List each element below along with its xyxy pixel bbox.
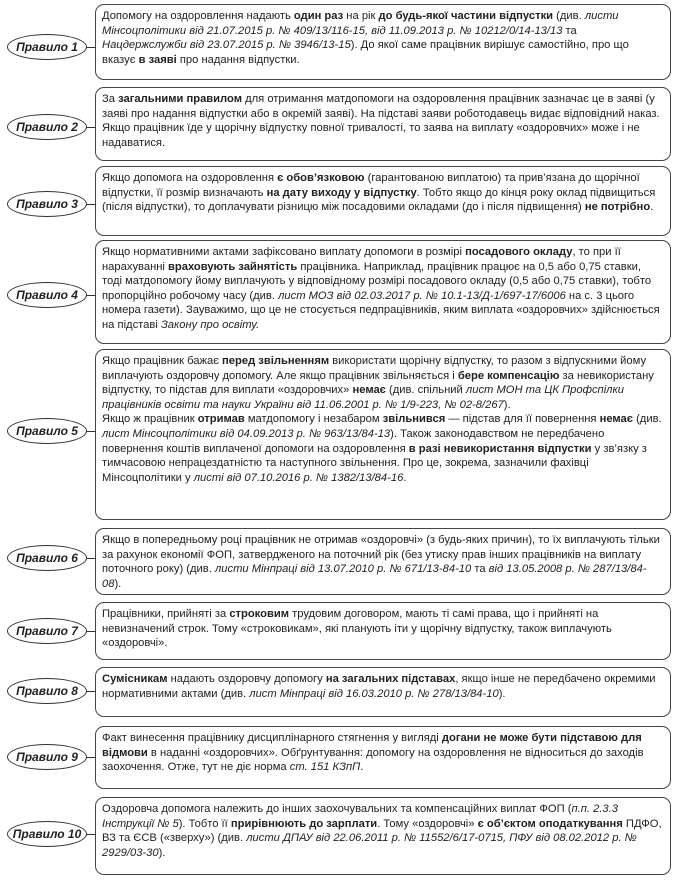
bold-text: є обов’язковою	[277, 172, 365, 184]
body-text: Факт винесення працівнику дисциплінарного стягнення у вигляді	[102, 732, 442, 744]
rule-text-box	[95, 726, 671, 789]
body-text: Якщо нормативними актами зафіксовано виплату допомоги в розмірі	[102, 246, 466, 258]
rule-label: Правило 4	[7, 282, 87, 308]
rule-label: Правило 7	[7, 618, 87, 644]
rule-paragraph	[102, 412, 662, 485]
body-text: (див. спільний	[385, 384, 466, 397]
rule-paragraph	[102, 171, 662, 215]
body-text: (див.	[553, 10, 585, 22]
body-text: .	[360, 761, 364, 774]
rule-paragraph	[102, 92, 662, 150]
connector-line	[86, 757, 96, 758]
bold-text: строковим	[229, 608, 289, 620]
body-text: матдопомогу і незабаром	[244, 413, 383, 426]
body-text: трудовим договором, мають ті самі права, що і прийняті на невизначений строк. Тому «строковикам», які планують іти у щорічну відпустку, також виплачують «оздоровчі».	[102, 608, 612, 650]
reference-text: листи ДПАУ від 22.06.2011 р. № 11552/6/17-0715, ПФУ від 08.02.2012 р. № 2929/03-30	[102, 832, 637, 859]
connector-line	[86, 631, 96, 632]
body-text: ).	[158, 846, 166, 859]
bold-text: немає	[599, 413, 633, 426]
rule-label: Правило 10	[7, 821, 87, 847]
rule-paragraph	[102, 802, 662, 860]
rule-label: Правило 6	[7, 545, 87, 571]
connector-line	[86, 691, 96, 692]
reference-text: листі від 07.10.2016 р. № 1382/13/84-16	[193, 471, 404, 484]
connector-line	[86, 295, 96, 296]
body-text: Оздоровча допомога належить до інших заохочувальних та компенсаційних виплат ФОП (	[102, 803, 572, 815]
body-text: ).	[503, 398, 511, 411]
reference-text: лист Мінпраці від 16.03.2010 р. № 278/13/84-10	[249, 687, 499, 700]
bold-text: є об’єктом оподаткування	[477, 817, 623, 830]
bold-text: отримав	[197, 413, 245, 426]
rule-paragraph	[102, 731, 662, 775]
rule-text-box	[95, 349, 671, 520]
bold-text: прирівнюють до зарплати	[230, 817, 378, 830]
body-text: Якщо працівник бажає	[102, 355, 223, 367]
rule-paragraph	[102, 9, 662, 67]
connector-line	[86, 834, 96, 835]
body-text: надають оздоровчу допомогу	[167, 673, 326, 685]
body-text: Якщо допомога на оздоровлення	[102, 172, 278, 184]
rule-label: Правило 1	[7, 34, 87, 60]
reference-text: ст. 151 КЗпП	[289, 761, 361, 774]
bold-text: догани не може бути підставою для відмови	[102, 732, 642, 759]
rule-label: Правило 2	[7, 114, 87, 140]
connector-line	[86, 431, 96, 432]
body-text: використати щорічну відпустку, то разом з відпускними йому виплачують оздоровчу допомогу. Але якщо працівник звільняється і	[102, 355, 647, 382]
rule-label: Правило 9	[7, 744, 87, 770]
bold-text: на дату виходу у відпустку	[266, 186, 417, 199]
rule-text-box	[95, 528, 671, 595]
rule-label: Правило 3	[7, 191, 87, 217]
body-text: ).	[498, 687, 506, 700]
body-text: За	[102, 93, 119, 105]
rule-text-box	[95, 87, 671, 161]
body-text: ПДФО, ВЗ та ЄСВ («зверху») (див.	[102, 817, 662, 845]
body-text: про надання відпустки.	[176, 53, 300, 66]
bold-text: до будь-якої частини відпустки	[378, 10, 554, 22]
body-text: . Тобто якщо до кінця року оклад підвищиться (після відпустки), то доплачувати різницю між посадовими окладами (до і після підвищення)	[102, 186, 656, 214]
reference-text: від 13.05.2008 р. № 287/13/84-08	[102, 563, 647, 590]
reference-text: лист Мінсоцполітики від 04.09.2013 р. № 963/13/84-13	[102, 427, 391, 440]
rule-text-box	[95, 667, 671, 717]
body-text: . Тому «оздоровчі»	[377, 817, 478, 830]
body-text: Працівники, прийняті за	[102, 608, 230, 620]
reference-text: Закону про освіту.	[160, 318, 260, 331]
connector-line	[86, 204, 96, 205]
reference-text: Нацдержслужби від 23.07.2015 р. № 3946/13-15	[102, 39, 351, 52]
bold-text: перед звільненням	[222, 355, 330, 367]
rule-paragraph	[102, 533, 662, 591]
bold-text: один раз	[293, 10, 344, 22]
body-text: Якщо в попередньому році працівник не отримав «оздоровчі» (з будь-яких причин), то їх виплачують тільки за рахунок економії ФОП, затвердженого на поточний рік (без утиску прав інших працівників на виплату поточного року) (див.	[102, 534, 660, 576]
body-text: ). До якої саме працівник вирішує самостійно, про що вказує	[102, 39, 629, 66]
rule-label: Правило 5	[7, 418, 87, 444]
rule-paragraph	[102, 607, 662, 651]
bold-text: на загальних підставах	[325, 673, 456, 685]
bold-text: Сумісникам	[102, 673, 168, 685]
body-text: — підстав для її повернення	[445, 413, 600, 426]
rule-paragraph	[102, 354, 662, 412]
body-text: та	[471, 563, 489, 576]
reference-text: лист МОН та ЦК Профспілки працівників освіти та науки України від 11.06.2001 р. № 1/9-223, № 02-8/267	[102, 384, 624, 411]
reference-text: листи Мінсоцполітики від 21.07.2015 р. № 409/13/116-15, від 11.09.2013 р. № 10212/0/14-13/13	[102, 10, 619, 37]
bold-text: загальними правилом	[118, 93, 242, 105]
body-text: за невикористану відпустку, то підстав для виплати «оздоровчих»	[102, 369, 654, 397]
body-text: , то при її нарахуванні	[102, 246, 621, 273]
reference-text: п.п. 2.3.3 Інструкції № 5	[102, 803, 618, 830]
body-text: для отримання матдопомоги на оздоровлення працівник зазначає це в заяві (у заяві про надання відпустки або в окремій заяві). На підставі заяви роботодавець видає відповідний наказ. Якщо працівник їде у щорічну відпустку повної тривалості, то заява на виплату «оздоровчих» може і не надаватися.	[102, 93, 660, 149]
reference-text: листи Мінпраці від 13.07.2010 р. № 671/13-84-10	[214, 563, 472, 576]
body-text: ). Також законодавством не передбачено повернення коштів виплаченої допомоги на оздоровлення	[102, 427, 605, 455]
body-text: (гарантованою виплатою) та прив’язана до щорічної відпустки, її розмір визначають	[102, 172, 640, 199]
bold-text: посадового окладу	[465, 246, 573, 258]
bold-text: немає	[352, 384, 386, 397]
body-text: Якщо ж працівник	[102, 413, 198, 426]
rule-text-box	[95, 602, 671, 660]
body-text: Допомогу на оздоровлення надають	[102, 10, 294, 22]
bold-text: враховують зайнятість	[168, 260, 298, 273]
bold-text: звільнився	[382, 413, 446, 426]
rule-paragraph	[102, 245, 662, 333]
bold-text: в заяві	[138, 53, 177, 66]
rule-text-box	[95, 797, 671, 875]
bold-text: не потрібно	[584, 201, 651, 214]
connector-line	[86, 558, 96, 559]
bold-text: бере компенсацію	[457, 369, 560, 382]
connector-line	[86, 47, 96, 48]
body-text: .	[403, 471, 407, 484]
body-text: ).	[114, 577, 122, 590]
rule-text-box	[95, 4, 671, 80]
body-text: , якщо інше не передбачено окремими нормативними актами (див.	[102, 673, 656, 700]
body-text: на с. 3 цього номера газети). Зауважимо, що це не стосується педпрацівників, яким виплата «оздоровчих» здійснюється на підставі	[102, 289, 660, 331]
rule-text-box	[95, 240, 671, 344]
body-text: .	[650, 201, 654, 214]
body-text: (див.	[632, 413, 662, 426]
body-text: у зв’язку з тимчасовою непрацездатністю та наступного звільнення. Про це, зокрема, зазначили фахівці Мінсоцполітики у	[102, 442, 647, 484]
rule-text-box	[95, 166, 671, 236]
bold-text: в разі невикористання відпустки	[408, 442, 592, 455]
rule-paragraph	[102, 672, 662, 701]
rule-label: Правило 8	[7, 678, 87, 704]
body-text: працівника. Наприклад, працівник працює на 0,5 або 0,75 ставки, тоді матдопомогу йому виплачують у відповідному розмірі посадового окладу (0,5 або 0,75 ставки), тобто пропорційно робочому часу (див.	[102, 260, 652, 302]
body-text: та	[562, 24, 577, 37]
body-text: в наданні «оздоровчих». Обґрунтування: допомогу на оздоровлення не відноситься до заходів заохочення. Отже, тут не діє норма	[102, 746, 644, 774]
connector-line	[86, 127, 96, 128]
reference-text: лист МОЗ від 02.03.2017 р. № 10.1-13/Д-1/697-17/6006	[278, 289, 566, 302]
body-text: ). Тобто її	[178, 817, 231, 830]
body-text: на рік	[343, 10, 379, 22]
